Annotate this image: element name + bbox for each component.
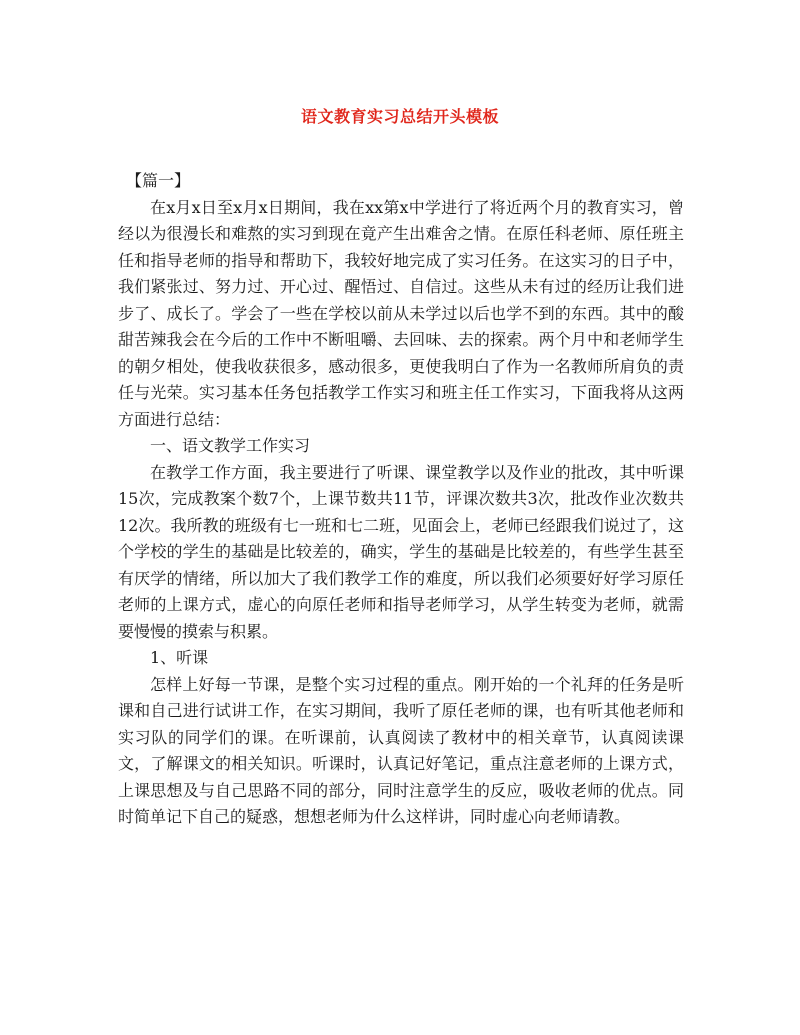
document-title: 语文教育实习总结开头模板 xyxy=(300,107,499,126)
heading-chinese-teaching-practice: 一、语文教学工作实习 xyxy=(150,436,311,455)
heading-lesson-observation: 1、听课 xyxy=(150,648,209,667)
paragraph-intro: 在x月x日至x月x日期间，我在xx第x中学进行了将近两个月的教育实习，曾经以为很漫长和难熬的实习到现在竟产生出难舍之情。在原任科老师、原任班主任和指导老师的指导和帮助下，我较好地完成了实习任务。在这实习的日子中，我们紧张过、努力过、开心过、醒悟过、自信过。这些从未有过的经历让我们进步了、成长了。学会了一些在学校以前从未学过以后也学不到的东西。其中的酸甜苦辣我会在今后的工作中不断咀嚼、去回味、去的探索。两个月中和老师学生的朝夕相处，使我收获很多，感动很多，更使我明白了作为一名教师所肩负的责任与光荣。实习基本任务包括教学工作实习和班主任工作实习，下面我将从这两方面进行总结： xyxy=(118,197,684,429)
document-body xyxy=(118,168,684,831)
paragraph-teaching-work: 在教学工作方面，我主要进行了听课、课堂教学以及作业的批改，其中听课15次，完成教案个数7个，上课节数共11节，评课次数共3次，批改作业次数共12次。我所教的班级有七一班和七二班，见面会上，老师已经跟我们说过了，这个学校的学生的基础是比较差的，确实，学生的基础是比较差的，有些学生甚至有厌学的情绪，所以加大了我们教学工作的难度，所以我们必须要好好学习原任老师的上课方式，虚心的向原任老师和指导老师学习，从学生转变为老师，就需要慢慢的摸索与积累。 xyxy=(118,462,684,641)
paragraph-lesson-observation: 怎样上好每一节课，是整个实习过程的重点。刚开始的一个礼拜的任务是听课和自己进行试讲工作，在实习期间，我听了原任老师的课，也有听其他老师和实习队的同学们的课。在听课前，认真阅读了教材中的相关章节，认真阅读课文，了解课文的相关知识。听课时，认真记好笔记，重点注意老师的上课方式，上课思想及与自己思路不同的部分，同时注意学生的反应，吸收老师的优点。同时简单记下自己的疑惑，想想老师为什么这样讲，同时虚心向老师请教。 xyxy=(118,674,684,826)
section-label: 【篇一】 xyxy=(126,171,191,190)
